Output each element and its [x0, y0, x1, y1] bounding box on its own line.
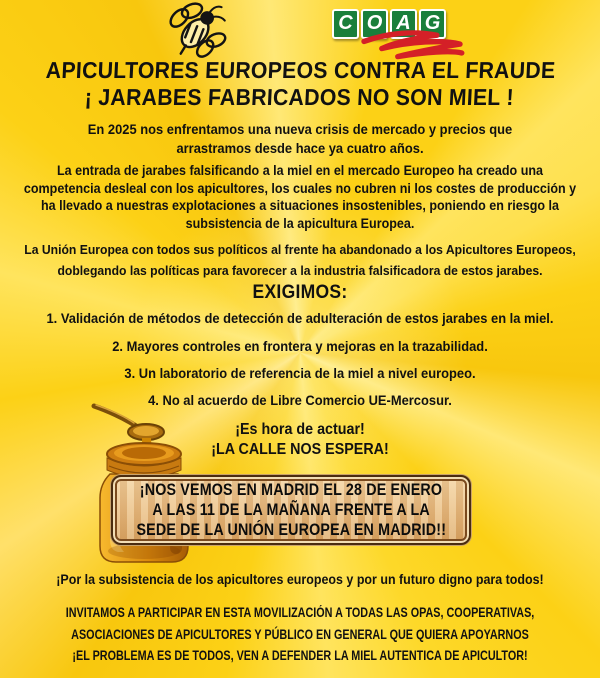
coag-letter-o: O: [361, 9, 388, 39]
problem-line: ¡EL PROBLEMA ES DE TODOS, VEN A DEFENDER LA MIEL AUTENTICA DE APICULTOR!: [72, 648, 528, 663]
invite-line-1: INVITAMOS A PARTICIPAR EN ESTA MOVILIZACIÓN A TODAS LAS OPAS, COOPERATIVAS,: [65, 605, 535, 620]
cta-line-1: ¡Es hora de actuar!: [235, 421, 365, 438]
intro-paragraph-2: La entrada de jarabes falsificando a la miel en el mercado Europeo ha creado una competencia desleal con los apicultores, los cuales no cubren ni los costes de producción y ha llevado a nuestras explotaciones a situaciones insostenibles, poniendo en riesgo la subsistencia de la apicultura Europea.: [23, 163, 577, 231]
event-line-3: SEDE DE LA UNIÓN EUROPEA EN MADRID!!: [136, 520, 446, 539]
event-announcement-box: [111, 475, 471, 545]
demand-item-2: 2. Mayores controles en frontera y mejoras en la trazabilidad.: [112, 338, 488, 354]
event-line-1: ¡NOS VEMOS EN MADRID EL 28 DE ENERO: [139, 480, 443, 499]
invitation-paragraph: [0, 602, 600, 646]
event-line-2: A LAS 11 DE LA MAÑANA FRENTE A LA: [152, 500, 430, 519]
demand-item-3: 3. Un laboratorio de referencia de la miel a nivel europeo.: [124, 365, 476, 381]
headline-line-1: APICULTORES EUROPEOS CONTRA EL FRAUDE: [45, 57, 557, 83]
intro-paragraph-1: En 2025 nos enfrentamos una nueva crisis de mercado y precios que arrastramos desde hace ya cuatro años.: [87, 121, 513, 156]
intro-paragraph-3: La Unión Europea con todos sus políticos al frente ha abandonado a los Apicultores Europeos, doblegando las políticas para favorecer a la industria falsificadora de estos jarabes.: [24, 242, 576, 278]
demand-item-1: 1. Validación de métodos de detección de adulteración de estos jarabes en la miel.: [46, 310, 554, 326]
coag-letter-c: C: [332, 9, 359, 39]
headline-line-2: ¡ JARABES FABRICADOS NO SON MIEL !: [84, 84, 515, 110]
invite-line-2: ASOCIACIONES DE APICULTORES Y PÚBLICO EN GENERAL QUE QUIERA APOYARNOS: [71, 627, 529, 642]
demands-heading: EXIGIMOS:: [252, 282, 348, 303]
demand-item-4: 4. No al acuerdo de Libre Comercio UE-Mercosur.: [148, 392, 452, 408]
coag-letter-g: G: [419, 9, 446, 39]
cta-line-2: ¡LA CALLE NOS ESPERA!: [211, 440, 389, 458]
coag-letter-a: A: [390, 9, 417, 39]
subsistence-line: ¡Por la subsistencia de los apicultores europeos y por un futuro digno para todos!: [56, 572, 544, 587]
